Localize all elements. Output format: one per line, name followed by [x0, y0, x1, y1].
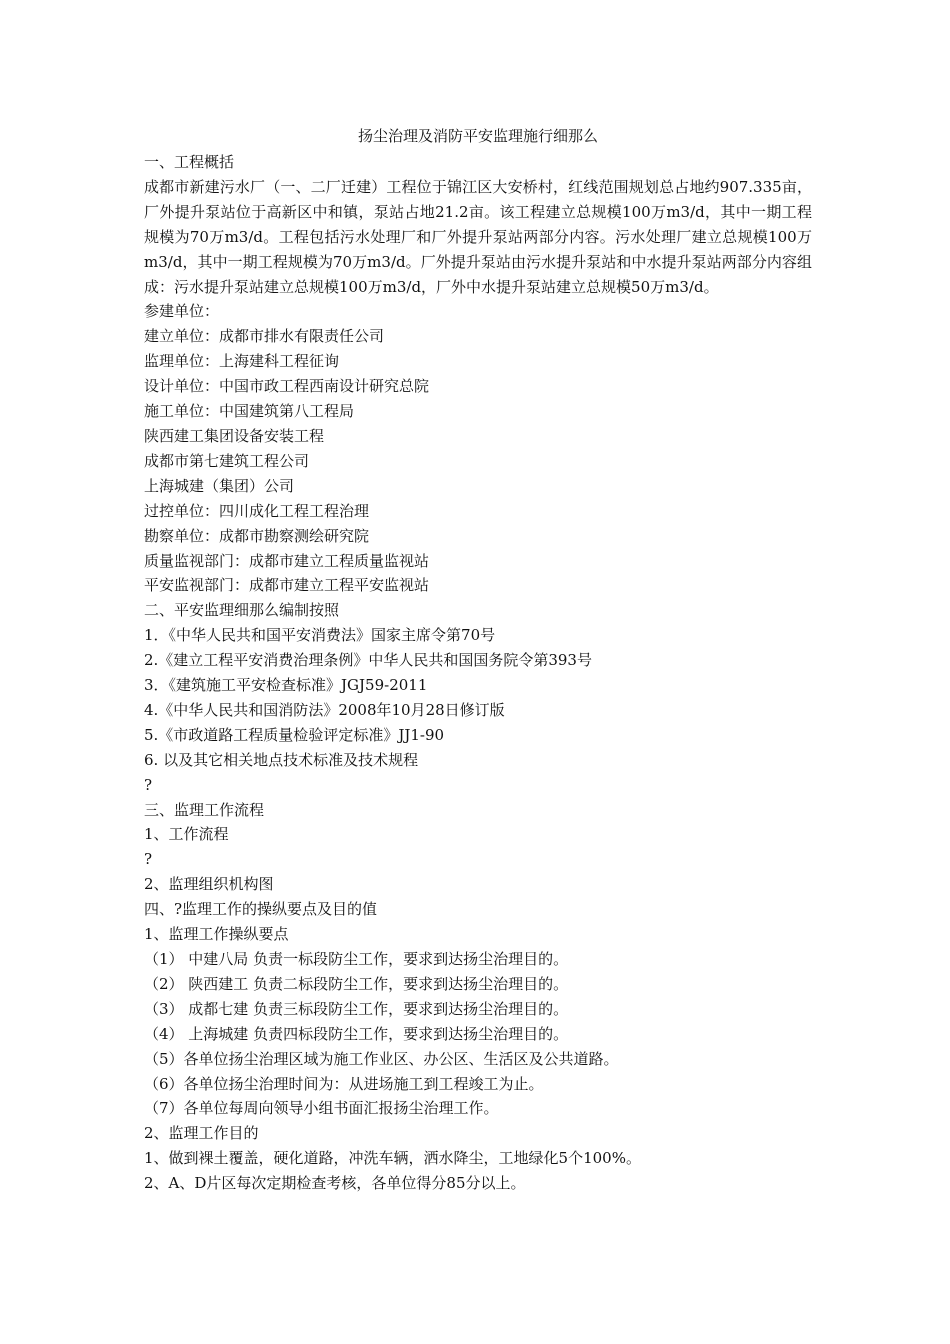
text-line: （2） 陕西建工 负责二标段防尘工作，要求到达扬尘治理目的。 — [144, 974, 569, 993]
document-body — [144, 299, 812, 1196]
text-line: 1、监理工作操纵要点 — [144, 925, 289, 944]
text-line: 5.《市政道路工程质量检验评定标准》JJ1-90 — [144, 725, 445, 744]
text-line: 参建单位： — [144, 302, 220, 321]
text-line: 质量监视部门：成都市建立工程质量监视站 — [144, 551, 430, 570]
text-line: （4） 上海城建 负责四标段防尘工作，要求到达扬尘治理目的。 — [144, 1024, 569, 1043]
text-line: 上海城建（集团）公司 — [144, 476, 295, 495]
text-line: 4.《中华人民共和国消防法》2008年10月28日修订版 — [144, 700, 505, 719]
text-line: 设计单位：中国市政工程西南设计研究总院 — [144, 377, 430, 396]
text-line: 四、?监理工作的操纵要点及目的值 — [144, 900, 378, 919]
text-line: 成都市第七建筑工程公司 — [144, 451, 310, 470]
document-title: 扬尘治理及消防平安监理施行细那么 — [357, 127, 598, 145]
text-line: （3） 成都七建 负责三标段防尘工作，要求到达扬尘治理目的。 — [144, 999, 569, 1018]
text-line: 平安监视部门：成都市建立工程平安监视站 — [144, 576, 430, 595]
text-line: 过控单位：四川成化工程工程治理 — [144, 501, 370, 520]
text-line: 3．《建筑施工平安检查标准》JGJ59-2011 — [144, 676, 428, 695]
text-line: ? — [144, 775, 153, 794]
text-line: 2、监理工作目的 — [144, 1124, 259, 1143]
text-line: （1） 中建八局 负责一标段防尘工作，要求到达扬尘治理目的。 — [144, 950, 569, 968]
text-line: 施工单位：中国建筑第八工程局 — [144, 402, 355, 421]
text-line: 6. 以及其它相关地点技术标准及技术规程 — [144, 750, 419, 769]
text-line: 1．《中华人民共和国平安消费法》国家主席令第70号 — [144, 626, 496, 645]
text-line: 1、工作流程 — [144, 825, 229, 844]
text-line: 2、A、D片区每次定期检查考核，各单位得分85分以上。 — [144, 1174, 526, 1193]
document-page — [144, 124, 812, 1196]
text-line: 2、监理组织机构图 — [144, 875, 274, 894]
text-line: 1、做到裸土覆盖，硬化道路，冲洗车辆，洒水降尘，工地绿化5个100%。 — [144, 1149, 641, 1168]
text-line: 建立单位：成都市排水有限责任公司 — [144, 327, 385, 346]
text-line: ? — [144, 850, 153, 869]
text-line: 二、平安监理细那么编制按照 — [144, 601, 340, 620]
text-line: 三、监理工作流程 — [144, 800, 265, 819]
text-line: （5）各单位扬尘治理区域为施工作业区、办公区、生活区及公共道路。 — [144, 1049, 619, 1068]
overview-paragraph: 成都市新建污水厂（一、二厂迁建）工程位于锦江区大安桥村，红线范围规划总占地约907.335亩，厂外提升泵站位于高新区中和镇，泵站占地21.2亩。该工程建立总规模100万m3/d，其中一期工程规模为70万m3/d。工程包括污水处理厂和厂外提升泵站两部分内容。污水处理厂建立总规模100万m3/d，其中一期工程规模为70万m3/d。厂外提升泵站由污水提升泵站和中水提升泵站两部分内容组成：污水提升泵站建立总规模100万m3/d，厂外中水提升泵站建立总规模50万m3/d。 — [144, 177, 812, 296]
text-line: （6）各单位扬尘治理时间为：从进场施工到工程竣工为止。 — [144, 1074, 544, 1093]
text-line: 勘察单位：成都市勘察测绘研究院 — [144, 526, 370, 545]
text-line: 陕西建工集团设备安装工程 — [144, 426, 325, 445]
text-line: 监理单位：上海建科工程征询 — [144, 352, 340, 371]
section-heading: 一、工程概括 — [144, 153, 235, 171]
text-line: （7）各单位每周向领导小组书面汇报扬尘治理工作。 — [144, 1099, 499, 1118]
text-line: 2.《建立工程平安消费治理条例》中华人民共和国国务院令第393号 — [144, 651, 592, 670]
